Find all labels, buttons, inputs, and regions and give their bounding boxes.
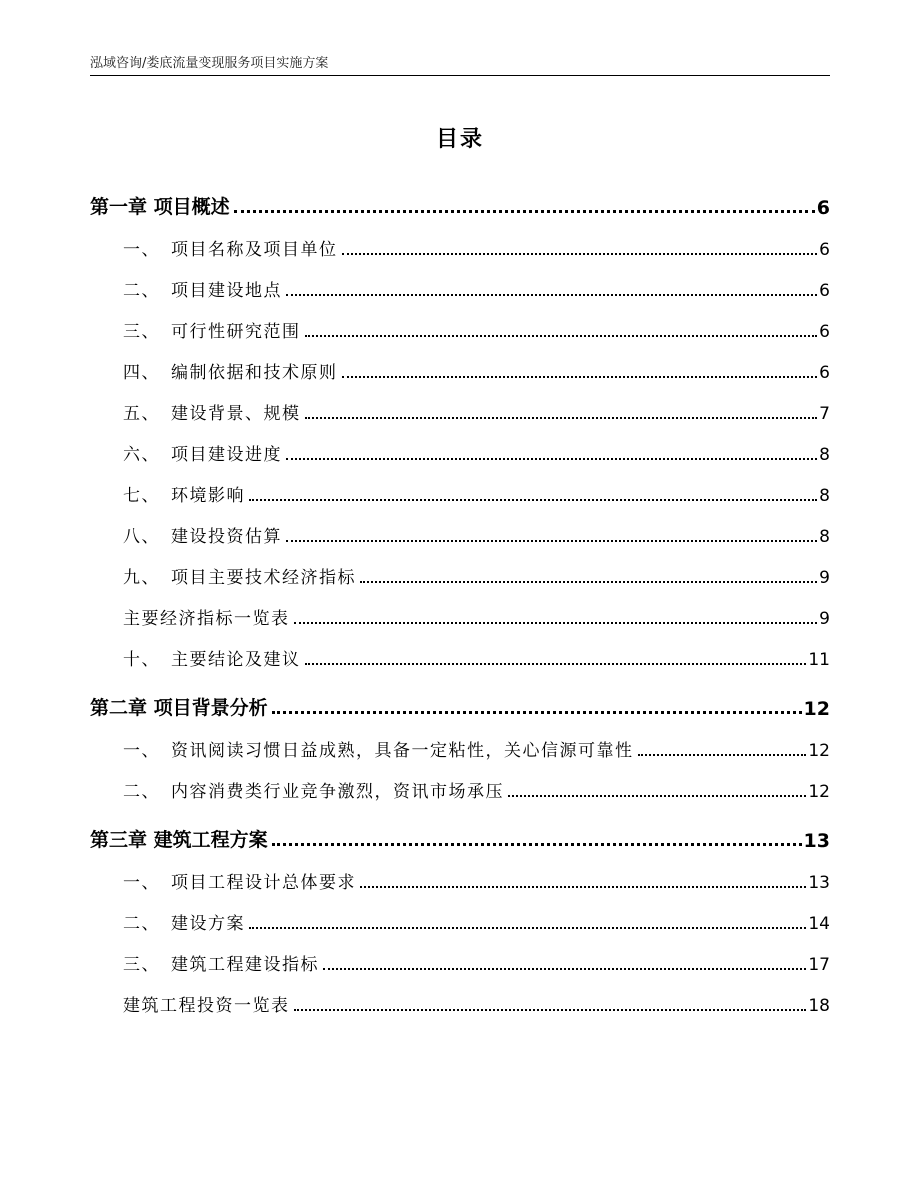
dot-leader xyxy=(294,1008,807,1011)
toc-section-entry[interactable] xyxy=(90,720,830,761)
toc-entry-number: 九、 xyxy=(123,568,160,588)
toc-section-entry[interactable] xyxy=(90,465,830,506)
dot-leader xyxy=(294,621,818,624)
dot-leader xyxy=(360,885,806,888)
toc-section-entry[interactable] xyxy=(90,975,830,1016)
toc-entry-page-number: 18 xyxy=(808,996,830,1016)
dot-leader xyxy=(508,794,806,797)
toc-entry-page-number: 12 xyxy=(808,741,830,761)
toc-entry-label: 建筑工程投资一览表 xyxy=(123,996,290,1016)
dot-leader xyxy=(638,753,807,756)
toc-chapter-entry[interactable] xyxy=(90,802,830,852)
page-title: 目录 xyxy=(435,127,484,152)
toc-entry-page-number: 13 xyxy=(808,873,830,893)
toc-section-entry[interactable] xyxy=(90,852,830,893)
toc-entry-label: 项目建设地点 xyxy=(171,281,282,301)
toc-entry-number: 二、 xyxy=(123,782,160,802)
toc-entry-label: 建设方案 xyxy=(171,914,245,934)
toc-entry-page-number: 8 xyxy=(819,445,830,465)
toc-entry-page-number: 6 xyxy=(819,281,830,301)
toc-entry-label: 第二章 项目背景分析 xyxy=(90,697,268,719)
toc-section-entry[interactable] xyxy=(90,424,830,465)
toc-entry-page-number: 6 xyxy=(819,240,830,260)
toc-entry-label: 主要结论及建议 xyxy=(171,650,301,670)
toc-entry-page-number: 11 xyxy=(808,650,830,670)
toc-section-entry[interactable] xyxy=(90,547,830,588)
toc-entry-number: 一、 xyxy=(123,240,160,260)
dot-leader xyxy=(249,926,806,929)
toc-section-entry[interactable] xyxy=(90,219,830,260)
toc-chapter-entry[interactable] xyxy=(90,176,830,219)
toc-entry-label: 项目名称及项目单位 xyxy=(171,240,338,260)
toc-entry-number: 二、 xyxy=(123,914,160,934)
dot-leader xyxy=(305,334,818,337)
dot-leader xyxy=(234,209,815,213)
dot-leader xyxy=(342,375,818,378)
toc-entry-number: 三、 xyxy=(123,955,160,975)
toc-section-entry[interactable] xyxy=(90,342,830,383)
toc-entry-number: 一、 xyxy=(123,741,160,761)
dot-leader xyxy=(342,252,818,255)
toc-entry-number: 八、 xyxy=(123,527,160,547)
toc-section-entry[interactable] xyxy=(90,893,830,934)
dot-leader xyxy=(305,662,807,665)
dot-leader xyxy=(272,710,802,714)
toc-entry-page-number: 12 xyxy=(803,698,830,720)
table-of-contents xyxy=(90,176,830,1016)
toc-entry-label: 项目建设进度 xyxy=(171,445,282,465)
dot-leader xyxy=(272,842,802,846)
toc-section-entry[interactable] xyxy=(90,260,830,301)
toc-section-entry[interactable] xyxy=(90,383,830,424)
toc-entry-label: 第一章 项目概述 xyxy=(90,196,230,218)
toc-section-entry[interactable] xyxy=(90,506,830,547)
toc-entry-page-number: 7 xyxy=(819,404,830,424)
dot-leader xyxy=(323,967,806,970)
toc-entry-number: 四、 xyxy=(123,363,160,383)
toc-entry-page-number: 6 xyxy=(819,363,830,383)
toc-entry-page-number: 6 xyxy=(816,197,830,219)
toc-entry-label: 资讯阅读习惯日益成熟，具备一定粘性，关心信源可靠性 xyxy=(171,741,634,761)
dot-leader xyxy=(249,498,817,501)
toc-entry-number: 六、 xyxy=(123,445,160,465)
dot-leader xyxy=(286,457,817,460)
toc-entry-page-number: 9 xyxy=(819,568,830,588)
toc-section-entry[interactable] xyxy=(90,588,830,629)
toc-section-entry[interactable] xyxy=(90,301,830,342)
dot-leader xyxy=(360,580,817,583)
toc-entry-page-number: 6 xyxy=(819,322,830,342)
toc-entry-number: 十、 xyxy=(123,650,160,670)
toc-entry-label: 可行性研究范围 xyxy=(171,322,301,342)
toc-entry-label: 环境影响 xyxy=(171,486,245,506)
toc-entry-label: 建设背景、规模 xyxy=(171,404,301,424)
toc-entry-label: 内容消费类行业竞争激烈，资讯市场承压 xyxy=(171,782,504,802)
toc-entry-page-number: 17 xyxy=(808,955,830,975)
toc-entry-label: 项目主要技术经济指标 xyxy=(171,568,356,588)
toc-entry-page-number: 8 xyxy=(819,486,830,506)
toc-entry-number: 三、 xyxy=(123,322,160,342)
dot-leader xyxy=(305,416,818,419)
dot-leader xyxy=(286,539,817,542)
toc-entry-label: 编制依据和技术原则 xyxy=(171,363,338,383)
toc-entry-number: 二、 xyxy=(123,281,160,301)
toc-entry-page-number: 14 xyxy=(808,914,830,934)
toc-chapter-entry[interactable] xyxy=(90,670,830,720)
toc-entry-label: 第三章 建筑工程方案 xyxy=(90,829,268,851)
toc-entry-label: 建筑工程建设指标 xyxy=(171,955,319,975)
toc-entry-number: 七、 xyxy=(123,486,160,506)
toc-entry-page-number: 9 xyxy=(819,609,830,629)
toc-section-entry[interactable] xyxy=(90,629,830,670)
page-header: 泓域咨询/娄底流量变现服务项目实施方案 xyxy=(90,52,830,76)
toc-entry-label: 主要经济指标一览表 xyxy=(123,609,290,629)
toc-entry-label: 建设投资估算 xyxy=(171,527,282,547)
toc-section-entry[interactable] xyxy=(90,934,830,975)
toc-entry-number: 一、 xyxy=(123,873,160,893)
toc-entry-page-number: 13 xyxy=(803,830,830,852)
toc-entry-number: 五、 xyxy=(123,404,160,424)
toc-section-entry[interactable] xyxy=(90,761,830,802)
toc-entry-label: 项目工程设计总体要求 xyxy=(171,873,356,893)
toc-entry-page-number: 12 xyxy=(808,782,830,802)
toc-entry-page-number: 8 xyxy=(819,527,830,547)
dot-leader xyxy=(286,293,817,296)
